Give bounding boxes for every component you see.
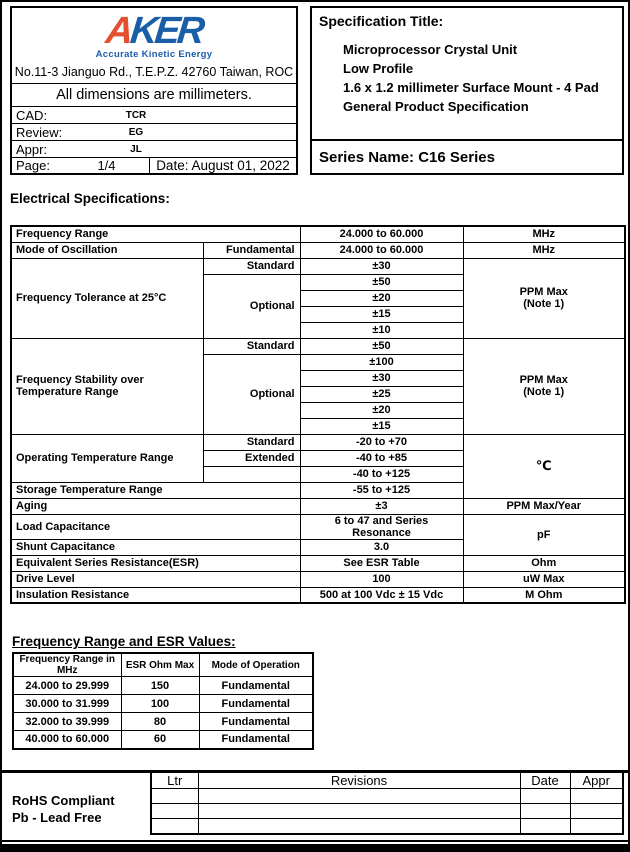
spec-cell: 24.000 to 60.000 xyxy=(300,226,463,242)
esr-cell: Fundamental xyxy=(199,677,313,695)
spec-cell: pF xyxy=(463,514,625,555)
revision-cell: Revisions xyxy=(198,772,520,789)
revision-cell xyxy=(151,789,198,804)
spec-cell: ±30 xyxy=(300,258,463,274)
spec-cell: ±20 xyxy=(300,402,463,418)
company-address: No.11-3 Jianguo Rd., T.E.P.Z. 42760 Taiwan, ROC xyxy=(14,64,294,79)
spec-cell: Equivalent Series Resistance(ESR) xyxy=(11,555,300,571)
spec-cell xyxy=(203,466,300,482)
revision-cell: Date xyxy=(520,772,570,789)
revision-cell xyxy=(570,804,623,819)
bottom-bar xyxy=(2,844,628,850)
esr-cell: Frequency Range in MHz xyxy=(13,653,121,677)
spec-cell: 24.000 to 60.000 xyxy=(300,242,463,258)
esr-cell: 80 xyxy=(121,713,199,731)
spec-cell: -55 to +125 xyxy=(300,482,463,498)
appr-label: Appr: xyxy=(16,141,48,157)
logo-letters-ker: KER xyxy=(128,9,205,52)
spec-cell: Optional xyxy=(203,274,300,338)
spec-title-label: Specification Title: xyxy=(319,13,444,29)
review-label: Review: xyxy=(16,124,63,140)
spec-cell: Standard xyxy=(203,434,300,450)
spec-cell: ±15 xyxy=(300,306,463,322)
review-row xyxy=(12,123,296,140)
spec-cell: Extended xyxy=(203,450,300,466)
esr-cell: 150 xyxy=(121,677,199,695)
spec-title-line: 1.6 x 1.2 millimeter Surface Mount - 4 Pad xyxy=(343,80,599,95)
spec-cell: ±100 xyxy=(300,354,463,370)
spec-cell: ±15 xyxy=(300,418,463,434)
revision-cell: Appr xyxy=(570,772,623,789)
spec-cell: M Ohm xyxy=(463,587,625,603)
page-number: 1/4 xyxy=(97,158,116,173)
spec-cell: -20 to +70 xyxy=(300,434,463,450)
logo-wordmark xyxy=(103,9,205,52)
spec-title-line: General Product Specification xyxy=(343,99,529,114)
page-cell xyxy=(12,158,150,173)
spec-cell: MHz xyxy=(463,226,625,242)
spec-cell: Mode of Oscillation xyxy=(11,242,203,258)
spec-cell: Insulation Resistance xyxy=(11,587,300,603)
spec-cell: Optional xyxy=(203,354,300,434)
spec-cell: ±3 xyxy=(300,498,463,514)
page-date-row xyxy=(12,157,296,173)
revision-cell xyxy=(198,804,520,819)
aker-logo xyxy=(12,8,296,60)
esr-cell: ESR Ohm Max xyxy=(121,653,199,677)
spec-cell: See ESR Table xyxy=(300,555,463,571)
appr-row xyxy=(12,140,296,157)
spec-title-lines xyxy=(343,40,615,116)
spec-cell: ±20 xyxy=(300,290,463,306)
revision-cell xyxy=(151,804,198,819)
spec-cell: ±50 xyxy=(300,274,463,290)
spec-cell: uW Max xyxy=(463,571,625,587)
cad-value: TCR xyxy=(125,109,147,121)
revisions-table xyxy=(150,771,624,835)
revision-cell xyxy=(520,789,570,804)
spec-cell: PPM Max/Year xyxy=(463,498,625,514)
spec-title-line: Microprocessor Crystal Unit xyxy=(343,42,518,57)
spec-cell: Shunt Capacitance xyxy=(11,539,300,555)
revision-cell xyxy=(198,819,520,834)
spec-cell: 500 at 100 Vdc ± 15 Vdc xyxy=(300,587,463,603)
revision-cell xyxy=(570,819,623,834)
esr-cell: 30.000 to 31.999 xyxy=(13,695,121,713)
electrical-specs-table xyxy=(10,225,626,604)
revision-cell xyxy=(151,819,198,834)
esr-cell: 32.000 to 39.999 xyxy=(13,713,121,731)
esr-cell: 24.000 to 29.999 xyxy=(13,677,121,695)
spec-cell: 3.0 xyxy=(300,539,463,555)
revision-cell xyxy=(520,804,570,819)
spec-cell: Drive Level xyxy=(11,571,300,587)
esr-cell: Fundamental xyxy=(199,695,313,713)
esr-cell: Fundamental xyxy=(199,731,313,749)
spec-cell: Aging xyxy=(11,498,300,514)
spec-title-area xyxy=(312,8,622,141)
dimensions-note: All dimensions are millimeters. xyxy=(12,83,296,106)
spec-title-line: Low Profile xyxy=(343,61,414,76)
spec-cell: 6 to 47 and Series Resonance xyxy=(300,514,463,539)
spec-cell: ±50 xyxy=(300,338,463,354)
electrical-specs-heading: Electrical Specifications: xyxy=(10,191,170,206)
appr-value: JL xyxy=(130,143,142,155)
cad-label: CAD: xyxy=(16,107,48,123)
spec-cell: Ohm xyxy=(463,555,625,571)
spec-title-block xyxy=(310,6,624,175)
spec-cell: Operating Temperature Range xyxy=(11,434,203,482)
logo-tagline: Accurate Kinetic Energy xyxy=(95,49,213,60)
revision-cell xyxy=(570,789,623,804)
esr-values-heading: Frequency Range and ESR Values: xyxy=(12,634,236,649)
spec-cell: Frequency Tolerance at 25°C xyxy=(11,258,203,338)
spec-cell: Storage Temperature Range xyxy=(11,482,300,498)
spec-cell: ±10 xyxy=(300,322,463,338)
esr-cell: Fundamental xyxy=(199,713,313,731)
series-name: Series Name: C16 Series xyxy=(319,148,495,166)
esr-cell: 40.000 to 60.000 xyxy=(13,731,121,749)
spec-cell: ±25 xyxy=(300,386,463,402)
spec-cell: Frequency Range xyxy=(11,226,300,242)
review-value: EG xyxy=(128,126,144,138)
spec-cell: Load Capacitance xyxy=(11,514,300,539)
spec-cell: -40 to +125 xyxy=(300,466,463,482)
rohs-line: Pb - Lead Free xyxy=(12,810,102,825)
spec-cell: -40 to +85 xyxy=(300,450,463,466)
esr-values-table xyxy=(12,652,314,750)
spec-cell: Standard xyxy=(203,258,300,274)
spec-cell: MHz xyxy=(463,242,625,258)
rohs-line: RoHS Compliant xyxy=(12,793,115,808)
spec-cell: ±30 xyxy=(300,370,463,386)
spec-cell: PPM Max (Note 1) xyxy=(463,338,625,434)
spec-cell: PPM Max (Note 1) xyxy=(463,258,625,338)
rohs-note xyxy=(12,792,115,826)
bottom-rule xyxy=(2,840,628,842)
esr-cell: Mode of Operation xyxy=(199,653,313,677)
spec-cell: Standard xyxy=(203,338,300,354)
cad-row xyxy=(12,106,296,123)
revision-cell xyxy=(520,819,570,834)
page-label: Page: xyxy=(16,158,50,173)
esr-cell: 60 xyxy=(121,731,199,749)
company-block xyxy=(10,6,298,175)
spec-cell: ℃ xyxy=(463,434,625,498)
esr-cell: 100 xyxy=(121,695,199,713)
date-value: Date: August 01, 2022 xyxy=(156,158,290,173)
revision-cell: Ltr xyxy=(151,772,198,789)
revision-cell xyxy=(198,789,520,804)
logo-letter-a: A xyxy=(103,9,133,52)
spec-cell: Fundamental xyxy=(203,242,300,258)
spec-cell: Frequency Stability over Temperature Range xyxy=(11,338,203,434)
spec-cell: 100 xyxy=(300,571,463,587)
